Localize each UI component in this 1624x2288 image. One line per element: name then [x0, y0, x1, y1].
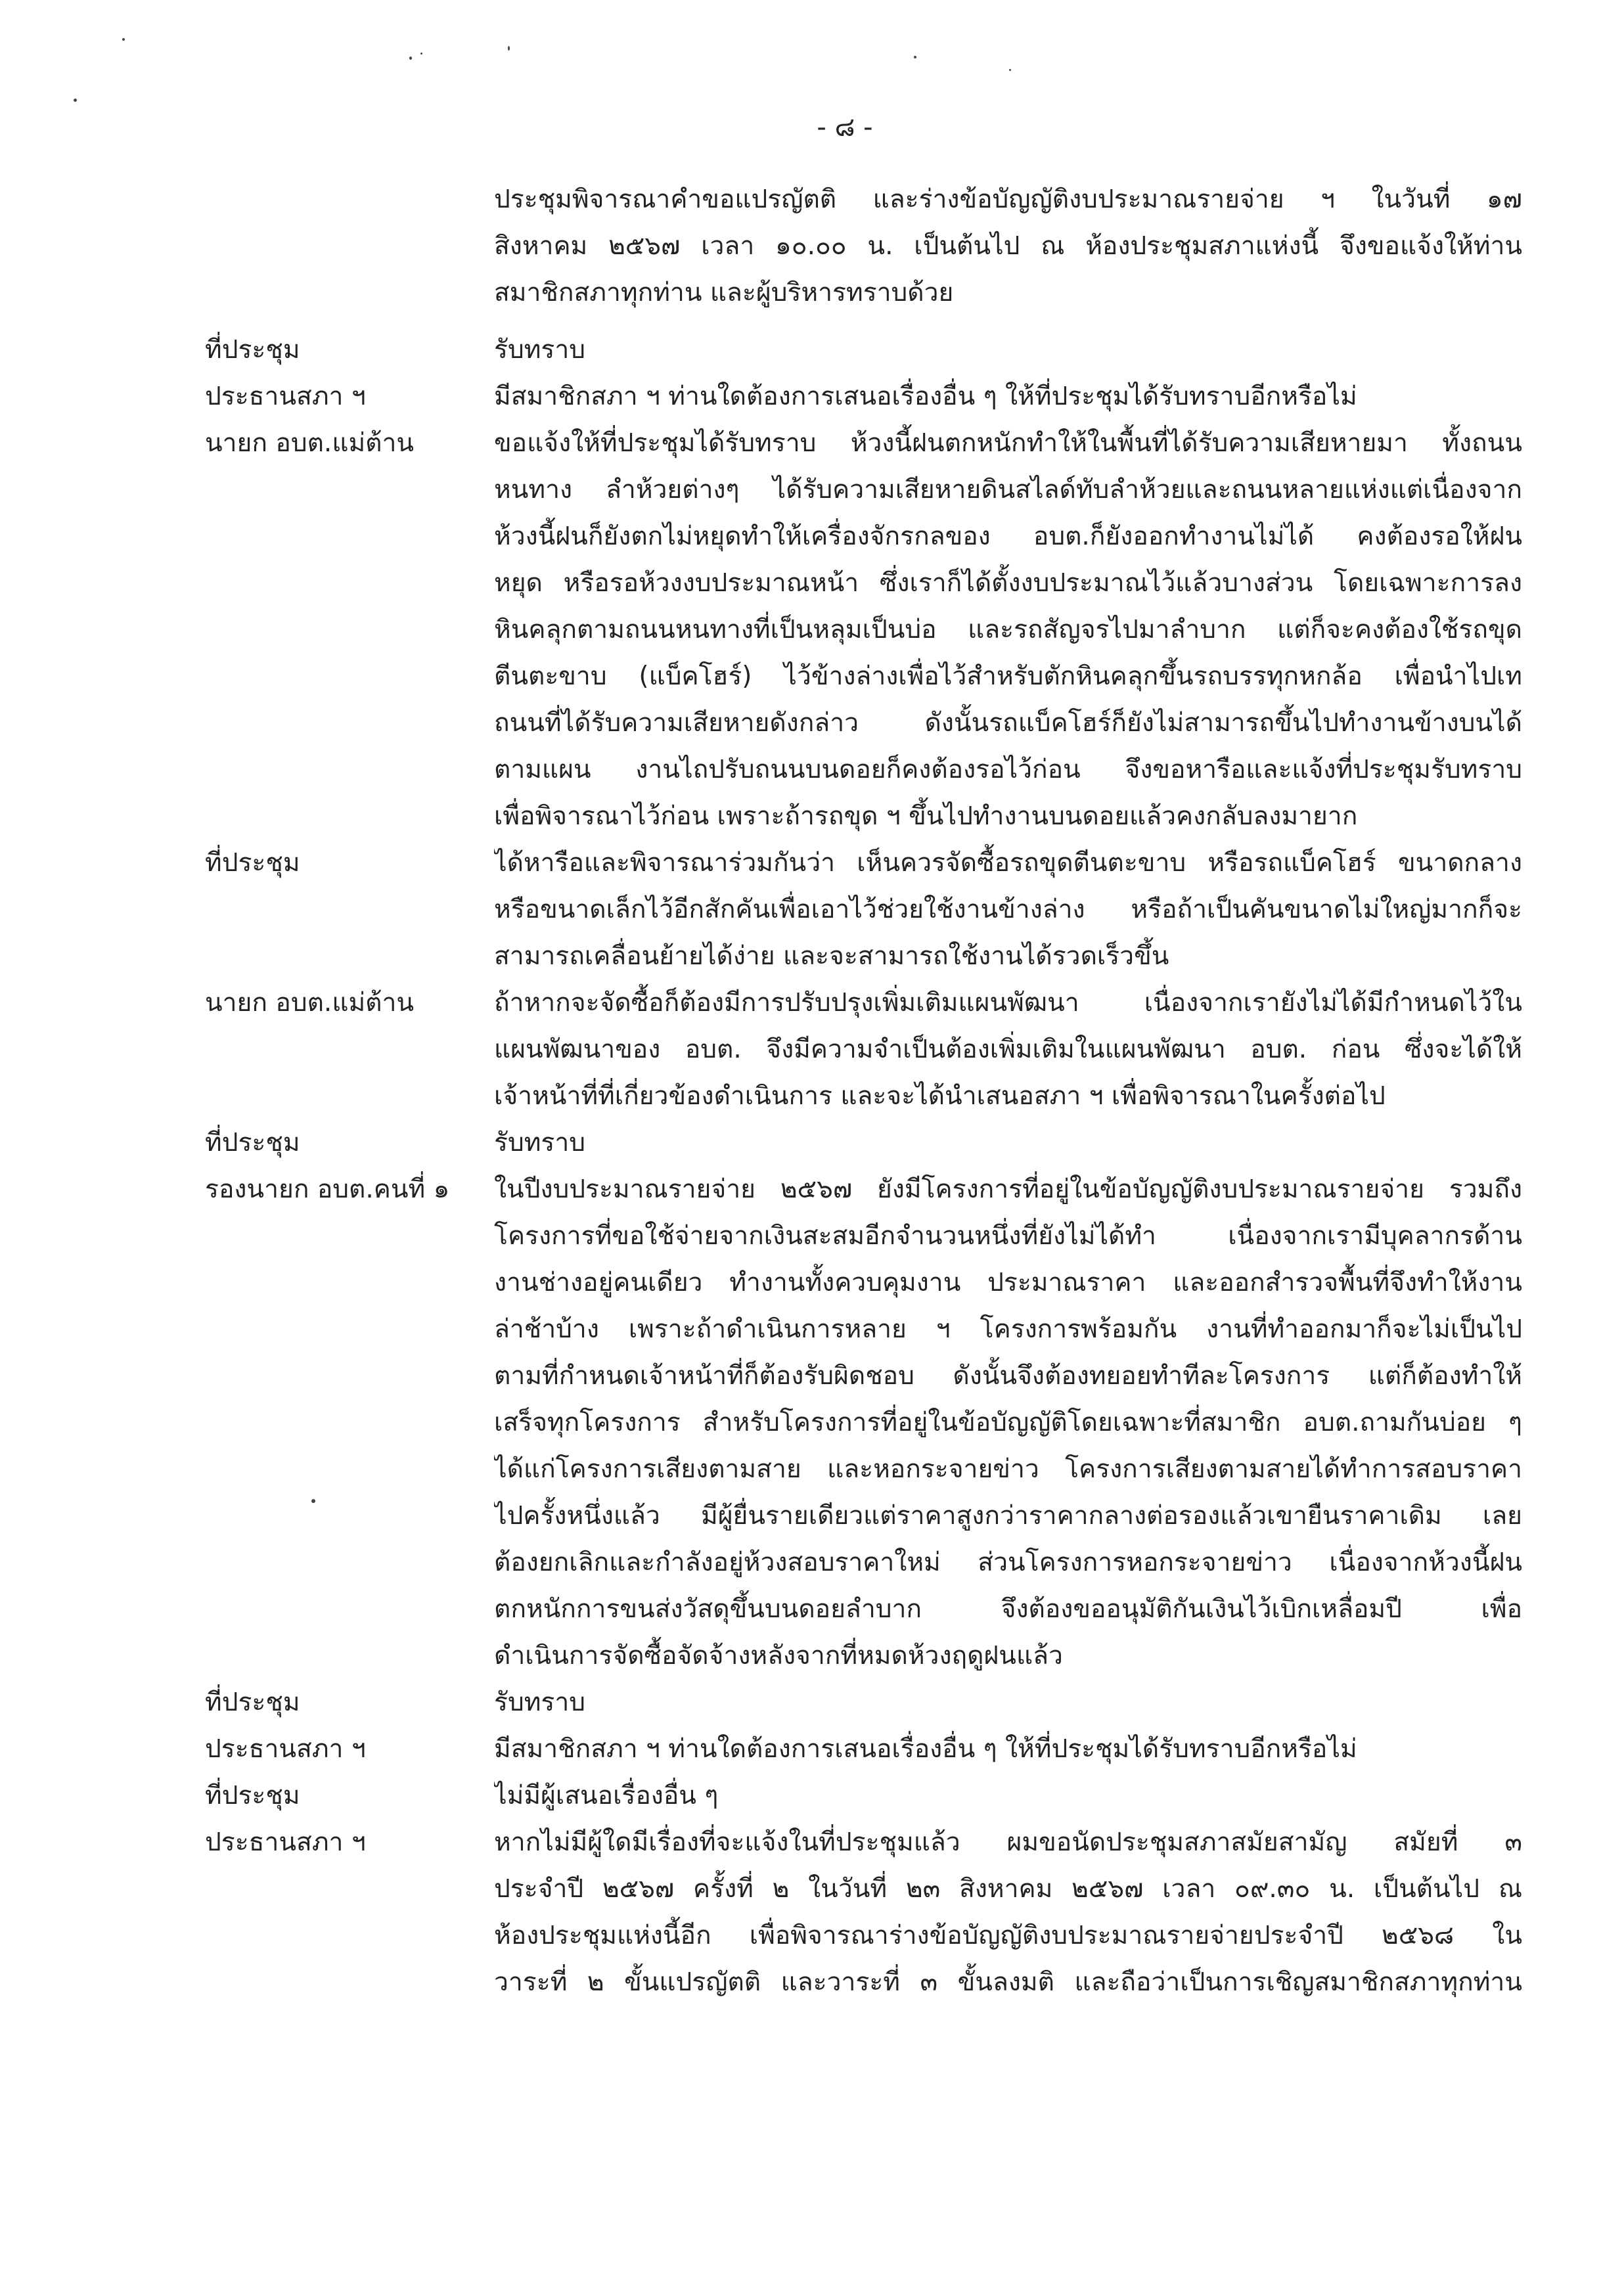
speaker-label: นายก อบต.แม่ต้าน	[205, 428, 415, 458]
continued-paragraph	[494, 176, 1522, 316]
entry-text	[494, 1726, 1522, 1772]
scan-speck	[409, 56, 412, 60]
entry-line: หนทาง ลำห้วยต่างๆ ได้รับความเสียหายดินสไลด์ทับลำห้วยและถนนหลายแห่งแต่เนื่องจาก	[494, 475, 1522, 505]
entry-line: วาระที่ ๒ ขั้นแปรญัตติ และวาระที่ ๓ ขั้นลงมติ และถือว่าเป็นการเชิญสมาชิกสภาทุกท่าน	[494, 1967, 1522, 1997]
entry-line: ล่าช้าบ้าง เพราะถ้าดำเนินการหลาย ฯ โครงการพร้อมกัน งานที่ทำออกมาก็จะไม่เป็นไป	[494, 1314, 1522, 1344]
entry-line: งานช่างอยู่คนเดียว ทำงานทั้งควบคุมงาน ประมาณราคา และออกสำรวจพื้นที่จึงทำให้งาน	[494, 1268, 1522, 1297]
entry-line: ห้วงนี้ฝนก็ยังตกไม่หยุดทำให้เครื่องจักรกลของ อบต.ก็ยังออกทำงานไม่ได้ คงต้องรอให้ฝน	[494, 522, 1522, 551]
entry-text	[494, 1119, 1522, 1166]
entry-line: รับทราบ	[494, 335, 586, 365]
entry-line: โครงการที่ขอใช้จ่ายจากเงินสะสมอีกจำนวนหนึ่งที่ยังไม่ได้ทำ เนื่องจากเรามีบุคลากรด้าน	[494, 1221, 1522, 1251]
minutes-entry	[205, 420, 1522, 840]
speaker-label: ที่ประชุม	[205, 1128, 300, 1157]
speaker-label: ที่ประชุม	[205, 848, 300, 878]
speaker-label: ที่ประชุม	[205, 1688, 300, 1717]
speaker-label: ประธานสภา ฯ	[205, 1734, 366, 1764]
paragraph-line: สิงหาคม ๒๕๖๗ เวลา ๑๐.๐๐ น. เป็นต้นไป ณ ห้องประชุมสภาแห่งนี้ จึงขอแจ้งให้ท่าน	[494, 231, 1522, 261]
minutes-entry	[205, 840, 1522, 979]
entry-text	[494, 840, 1522, 979]
entry-line: ตามแผน งานไถปรับถนนบนดอยก็คงต้องรอไว้ก่อน จึงขอหารือและแจ้งที่ประชุมรับทราบ	[494, 755, 1522, 784]
entry-text	[494, 1819, 1522, 2006]
minutes-entry	[205, 979, 1522, 1119]
paragraph-line: สมาชิกสภาทุกท่าน และผู้บริหารทราบด้วย	[494, 278, 954, 307]
speaker-label: นายก อบต.แม่ต้าน	[205, 988, 415, 1018]
scan-speck	[74, 99, 77, 102]
entry-line: ขอแจ้งให้ที่ประชุมได้รับทราบ ห้วงนี้ฝนตกหนักทำให้ในพื้นที่ได้รับความเสียหายมา ทั้งถนน	[494, 428, 1522, 458]
entry-line: ได้หารือและพิจารณาร่วมกันว่า เห็นควรจัดซื้อรถขุดตีนตะขาบ หรือรถแบ็คโฮร์ ขนาดกลาง	[494, 848, 1522, 878]
entry-line: ตามที่กำหนดเจ้าหน้าที่ก็ต้องรับผิดชอบ ดังนั้นจึงต้องทยอยทำทีละโครงการ แต่ก็ต้องทำให้	[494, 1361, 1522, 1391]
speaker-label: ประธานสภา ฯ	[205, 1828, 366, 1857]
entry-line: รับทราบ	[494, 1128, 586, 1157]
entry-line: รับทราบ	[494, 1688, 586, 1717]
scan-speck	[508, 46, 510, 51]
scan-speck	[420, 53, 422, 55]
entry-text	[494, 1679, 1522, 1726]
speaker-label: ที่ประชุม	[205, 1781, 300, 1810]
entry-line: เจ้าหน้าที่ที่เกี่ยวข้องดำเนินการ และจะได้นำเสนอสภา ฯ เพื่อพิจารณาในครั้งต่อไป	[494, 1081, 1386, 1111]
minutes-entry	[205, 1166, 1522, 1679]
entry-text	[494, 1772, 1522, 1819]
minutes-entry	[205, 1772, 1522, 1819]
entry-text	[494, 979, 1522, 1119]
minutes-entry	[205, 1726, 1522, 1772]
minutes-entry	[205, 326, 1522, 373]
speaker-label: ประธานสภา ฯ	[205, 382, 366, 411]
entry-line: ดำเนินการจัดซื้อจัดจ้างหลังจากที่หมดห้วงฤดูฝนแล้ว	[494, 1641, 1063, 1671]
entry-line: ประจำปี ๒๕๖๗ ครั้งที่ ๒ ในวันที่ ๒๓ สิงหาคม ๒๕๖๗ เวลา ๐๙.๓๐ น. เป็นต้นไป ณ	[494, 1874, 1522, 1904]
entry-line: ต้องยกเลิกและกำลังอยู่ห้วงสอบราคาใหม่ ส่วนโครงการหอกระจายข่าว เนื่องจากห้วงนี้ฝน	[494, 1548, 1522, 1577]
entry-text	[494, 326, 1522, 373]
entry-line: ห้องประชุมแห่งนี้อีก เพื่อพิจารณาร่างข้อบัญญัติงบประมาณรายจ่ายประจำปี ๒๕๖๘ ใน	[494, 1921, 1522, 1950]
speaker-label: รองนายก อบต.คนที่ ๑	[205, 1175, 450, 1204]
entry-line: เพื่อพิจารณาไว้ก่อน เพราะถ้ารถขุด ฯ ขึ้นไปทำงานบนดอยแล้วคงกลับลงมายาก	[494, 801, 1358, 831]
entry-text	[494, 1166, 1522, 1679]
scan-speck	[1009, 69, 1011, 71]
scan-speck	[122, 38, 125, 41]
minutes-entry	[205, 373, 1522, 420]
entry-line: ได้แก่โครงการเสียงตามสาย และหอกระจายข่าว โครงการเสียงตามสายได้ทำการสอบราคา	[494, 1454, 1522, 1484]
entry-line: หรือขนาดเล็กไว้อีกสักคันเพื่อเอาไว้ช่วยใช้งานข้างล่าง หรือถ้าเป็นคันขนาดไม่ใหญ่มากก็จะ	[494, 895, 1522, 924]
paragraph-line: ประชุมพิจารณาคำขอแปรญัตติ และร่างข้อบัญญัติงบประมาณรายจ่าย ฯ ในวันที่ ๑๗	[494, 185, 1522, 214]
entry-line: ตีนตะขาบ (แบ็คโฮร์) ไว้ข้างล่างเพื่อไว้สำหรับตักหินคลุกขึ้นรถบรรทุกหกล้อ เพื่อนำไปเท	[494, 662, 1522, 691]
entry-line: หยุด หรือรอห้วงงบประมาณหน้า ซึ่งเราก็ได้ตั้งงบประมาณไว้แล้วบางส่วน โดยเฉพาะการลง	[494, 568, 1522, 598]
entry-line: มีสมาชิกสภา ฯ ท่านใดต้องการเสนอเรื่องอื่น ๆ ให้ที่ประชุมได้รับทราบอีกหรือไม่	[494, 382, 1357, 411]
entry-line: ไปครั้งหนึ่งแล้ว มีผู้ยื่นรายเดียวแต่ราคาสูงกว่าราคากลางต่อรองแล้วเขายืนราคาเดิม เลย	[494, 1501, 1522, 1531]
entry-line: ตกหนักการขนส่งวัสดุขึ้นบนดอยลำบาก จึงต้องขออนุมัติกันเงินไว้เบิกเหลื่อมปี เพื่อ	[494, 1594, 1522, 1624]
minutes-entry	[205, 1119, 1522, 1166]
minutes-entries	[205, 326, 1522, 2006]
entry-line: ถนนที่ได้รับความเสียหายดังกล่าว ดังนั้นรถแบ็คโฮร์ก็ยังไม่สามารถขึ้นไปทำงานข้างบนได้	[494, 708, 1522, 738]
speaker-label: ที่ประชุม	[205, 335, 300, 365]
scan-speck	[914, 56, 916, 58]
entry-text	[494, 420, 1522, 840]
entry-line: สามารถเคลื่อนย้ายได้ง่าย และจะสามารถใช้งานได้รวดเร็วขึ้น	[494, 941, 1169, 971]
entry-line: หากไม่มีผู้ใดมีเรื่องที่จะแจ้งในที่ประชุมแล้ว ผมขอนัดประชุมสภาสมัยสามัญ สมัยที่ ๓	[494, 1828, 1522, 1857]
entry-line: ถ้าหากจะจัดซื้อก็ต้องมีการปรับปรุงเพิ่มเติมแผนพัฒนา เนื่องจากเรายังไม่ได้มีกำหนดไว้ใน	[494, 988, 1522, 1018]
entry-line: เสร็จทุกโครงการ สำหรับโครงการที่อยู่ในข้อบัญญัติโดยเฉพาะที่สมาชิก อบต.ถามกันบ่อย ๆ	[494, 1408, 1522, 1437]
entry-line: แผนพัฒนาของ อบต. จึงมีความจำเป็นต้องเพิ่มเติมในแผนพัฒนา อบต. ก่อน ซึ่งจะได้ให้	[494, 1035, 1522, 1064]
entry-line: ไม่มีผู้เสนอเรื่องอื่น ๆ	[494, 1781, 719, 1810]
entry-line: หินคลุกตามถนนหนทางที่เป็นหลุมเป็นบ่อ และรถสัญจรไปมาลำบาก แต่ก็จะคงต้องใช้รถขุด	[494, 615, 1522, 644]
minutes-entry	[205, 1819, 1522, 2006]
minutes-entry	[205, 1679, 1522, 1726]
entry-line: มีสมาชิกสภา ฯ ท่านใดต้องการเสนอเรื่องอื่น ๆ ให้ที่ประชุมได้รับทราบอีกหรือไม่	[494, 1734, 1357, 1764]
entry-text	[494, 373, 1522, 420]
entry-line: ในปีงบประมาณรายจ่าย ๒๕๖๗ ยังมีโครงการที่อยู่ในข้อบัญญัติงบประมาณรายจ่าย รวมถึง	[494, 1175, 1522, 1204]
page-number: - ๘ -	[817, 112, 873, 143]
